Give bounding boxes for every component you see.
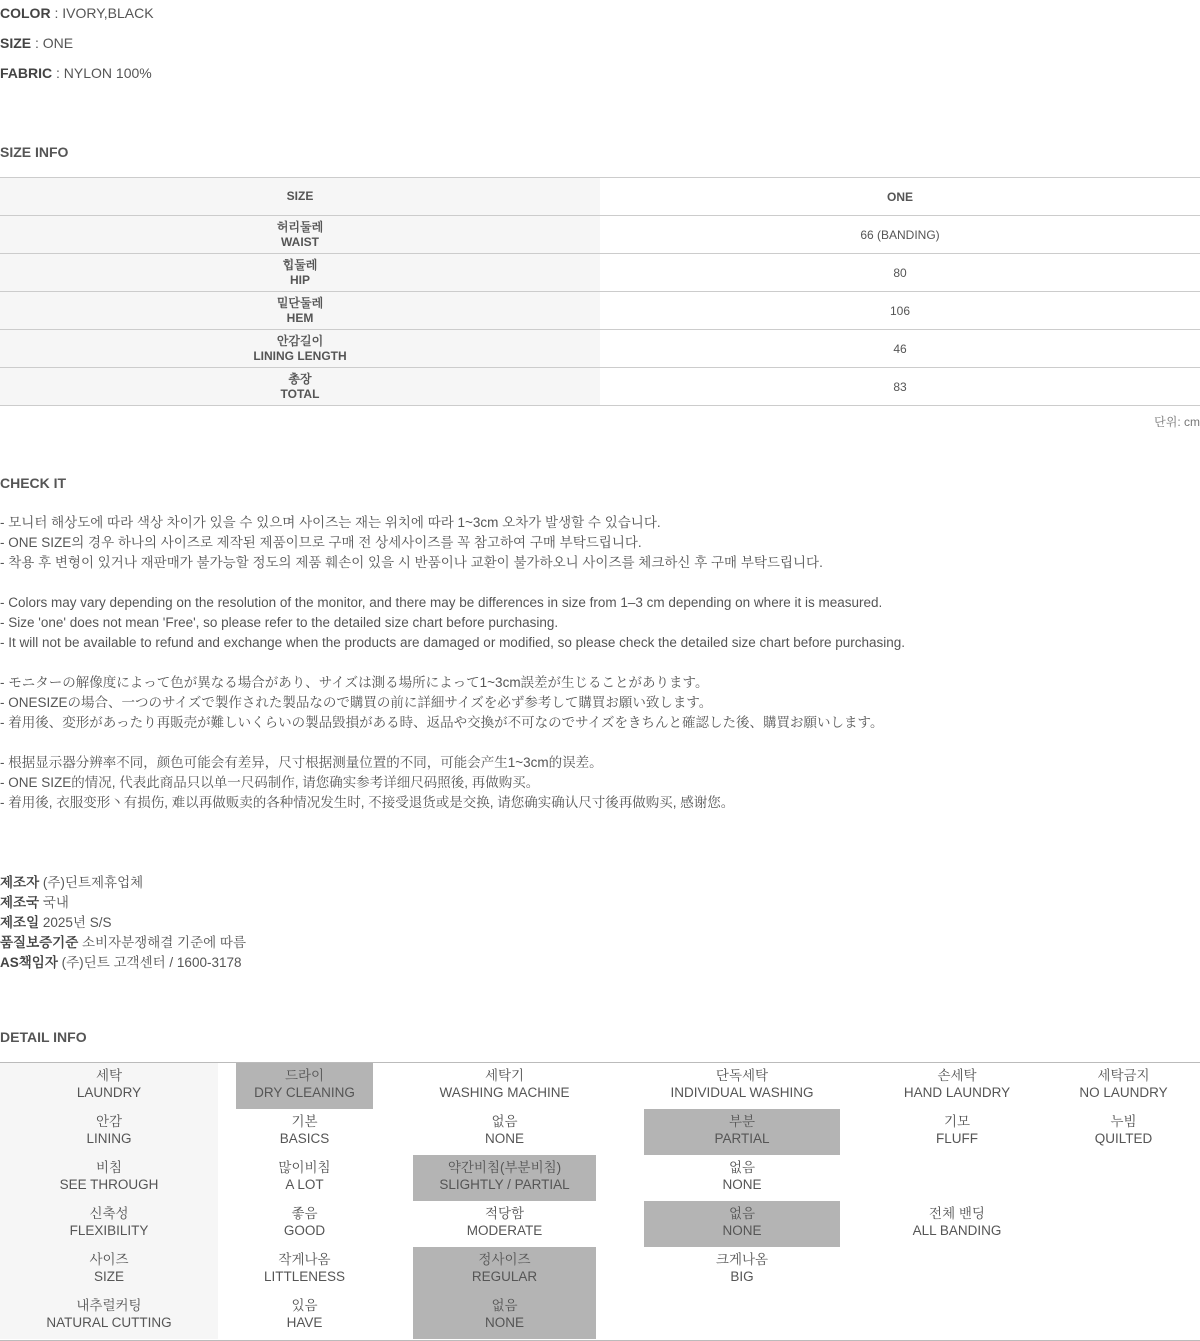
detail-cell-ko: 단독세탁 xyxy=(715,1068,769,1083)
check-line: - 着用後、変形があったり再販売が難しいくらいの製品毀損がある時、返品や交換が不可なのでサイズをきちんと確認した後、購買お願いします。 xyxy=(0,715,884,730)
detail-option-cell xyxy=(236,1247,373,1293)
check-line: - 모니터 해상도에 따라 색상 차이가 있을 수 있으며 사이즈는 재는 위치에 따라 1~3cm 오차가 발생할 수 있습니다. xyxy=(0,515,661,530)
size-row-label: 밑단둘레 HEM xyxy=(0,292,600,330)
maker-date: 제조일 2025년 S/S xyxy=(0,915,112,930)
detail-option-cell xyxy=(644,1201,840,1247)
detail-category-cell xyxy=(0,1109,218,1155)
check-line: - ONESIZEの場合、一つのサイズで製作された製品なので購買の前に詳細サイズを必ず参考して購買お願い致します。 xyxy=(0,695,713,710)
detail-cell-en: BASICS xyxy=(279,1131,330,1146)
detail-category-cell xyxy=(0,1247,218,1293)
detail-cell-ko: 드라이 xyxy=(284,1068,325,1083)
detail-cell-ko: 정사이즈 xyxy=(478,1252,531,1267)
table-row xyxy=(0,254,1200,292)
spec-list xyxy=(0,0,154,88)
detail-option-cell xyxy=(1047,1109,1200,1155)
detail-cell-en: NATURAL CUTTING xyxy=(46,1315,172,1330)
detail-category-cell xyxy=(0,1293,218,1339)
detail-option-cell xyxy=(236,1293,373,1339)
detail-cell-ko: 좋음 xyxy=(291,1206,318,1221)
detail-cell-en: GOOD xyxy=(283,1223,326,1238)
detail-option-cell xyxy=(236,1063,373,1109)
size-row-value: 46 xyxy=(600,330,1200,368)
detail-cell-ko: 내추럴커팅 xyxy=(76,1298,142,1313)
detail-cell-en: SIZE xyxy=(93,1269,124,1284)
size-row-value: 106 xyxy=(600,292,1200,330)
maker-info xyxy=(0,873,246,973)
detail-cell-ko: 신축성 xyxy=(89,1206,129,1221)
maker-as-contact: AS책임자 (주)딘트 고객센터 / 1600-3178 xyxy=(0,955,242,970)
detail-option-cell xyxy=(873,1109,1041,1155)
size-row-value: 66 (BANDING) xyxy=(600,216,1200,254)
detail-cell-en: NONE xyxy=(722,1177,762,1192)
detail-cell-ko: 손세탁 xyxy=(937,1068,977,1083)
detail-cell-en: NO LAUNDRY xyxy=(1079,1085,1168,1100)
detail-cell-en: LITTLENESS xyxy=(263,1269,346,1284)
check-line: - Size 'one' does not mean 'Free', so please refer to the detailed size chart before purchasing. xyxy=(0,615,559,630)
spec-color: COLOR : IVORY,BLACK xyxy=(0,5,154,21)
detail-option-cell xyxy=(413,1247,596,1293)
detail-option-cell xyxy=(644,1247,840,1293)
detail-option-cell xyxy=(236,1155,373,1201)
detail-cell-ko: 세탁 xyxy=(95,1068,123,1083)
detail-cell-en: DRY CLEANING xyxy=(254,1085,355,1100)
detail-cell-ko: 없음 xyxy=(728,1160,756,1175)
check-it-title: CHECK IT xyxy=(0,475,67,491)
check-it-notes xyxy=(0,513,905,813)
detail-option-cell xyxy=(413,1063,596,1109)
check-line: - モニターの解像度によって色が異なる場合があり、サイズは測る場所によって1~3cm誤差が生じることがあります。 xyxy=(0,675,709,690)
size-row-label: 총장 TOTAL xyxy=(0,368,600,406)
detail-cell-ko: 비침 xyxy=(95,1160,123,1175)
detail-cell-en: BIG xyxy=(730,1269,754,1284)
detail-cell-en: REGULAR xyxy=(471,1269,538,1284)
detail-option-cell xyxy=(413,1293,596,1339)
detail-option-cell xyxy=(644,1155,840,1201)
check-line: - ONE SIZE의 경우 하나의 사이즈로 제작된 제품이므로 구매 전 상세사이즈를 꼭 참고하여 구매 부탁드립니다. xyxy=(0,535,642,550)
detail-cell-en: QUILTED xyxy=(1094,1131,1153,1146)
size-row-value: 83 xyxy=(600,368,1200,406)
detail-cell-ko: 있음 xyxy=(291,1298,318,1313)
detail-info-title: DETAIL INFO xyxy=(0,1029,87,1045)
detail-cell-en: NONE xyxy=(722,1223,762,1238)
maker-country: 제조국 국내 xyxy=(0,895,69,910)
detail-cell-en: ALL BANDING xyxy=(912,1223,1002,1238)
check-line: - 着用後, 衣服变形丶有损伤, 难以再做贩卖的各种情况发生时, 不接受退货或是交换, 请您确实确认尺寸後再做购买, 感谢您。 xyxy=(0,795,735,810)
table-row xyxy=(0,368,1200,406)
detail-cell-ko: 안감 xyxy=(95,1114,123,1129)
detail-cell-en: LAUNDRY xyxy=(76,1085,142,1100)
detail-cell-en: SEE THROUGH xyxy=(59,1177,159,1192)
detail-cell-ko: 부분 xyxy=(728,1114,756,1129)
detail-cell-en: A LOT xyxy=(285,1177,324,1192)
detail-cell-ko: 많이비침 xyxy=(278,1160,331,1175)
detail-cell-ko: 없음 xyxy=(491,1114,518,1129)
detail-cell-en: WASHING MACHINE xyxy=(439,1085,570,1100)
detail-option-cell xyxy=(644,1109,840,1155)
detail-cell-ko: 세탁금지 xyxy=(1097,1068,1150,1083)
size-unit-note: 단위: cm xyxy=(1154,415,1200,429)
detail-option-cell xyxy=(1047,1063,1200,1109)
size-header-value: ONE xyxy=(600,178,1200,216)
size-row-label: 허리둘레 WAIST xyxy=(0,216,600,254)
check-spacer xyxy=(0,573,905,593)
check-line: - 착용 후 변형이 있거나 재판매가 불가능할 정도의 제품 훼손이 있을 시 반품이나 교환이 불가하오니 사이즈를 체크하신 후 구매 부탁드립니다. xyxy=(0,555,823,570)
detail-option-cell xyxy=(236,1201,373,1247)
check-line: - 根据显示器分辨率不同，颜色可能会有差异，尺寸根据测量位置的不同，可能会产生1~3cm的误差。 xyxy=(0,755,603,770)
size-row-label: 안감길이 LINING LENGTH xyxy=(0,330,600,368)
size-table-header xyxy=(0,178,1200,216)
table-row xyxy=(0,216,1200,254)
detail-cell-en: NONE xyxy=(484,1315,524,1330)
detail-option-cell xyxy=(644,1063,840,1109)
size-info-title: SIZE INFO xyxy=(0,144,69,160)
detail-cell-ko: 세탁기 xyxy=(484,1068,525,1083)
detail-cell-en: FLUFF xyxy=(936,1131,978,1146)
detail-cell-ko: 기모 xyxy=(943,1114,971,1129)
detail-cell-ko: 사이즈 xyxy=(89,1252,129,1267)
detail-option-cell xyxy=(873,1201,1041,1247)
detail-cell-en: HAVE xyxy=(286,1315,323,1330)
detail-category-cell xyxy=(0,1201,218,1247)
detail-cell-ko: 없음 xyxy=(728,1206,756,1221)
detail-option-cell xyxy=(873,1063,1041,1109)
check-line: - Colors may vary depending on the resolution of the monitor, and there may be differences in size from 1–3 cm depending on where it is measured. xyxy=(0,595,883,610)
spec-size: SIZE : ONE xyxy=(0,35,74,51)
detail-cell-en: SLIGHTLY / PARTIAL xyxy=(439,1177,570,1192)
detail-cell-ko: 크게나옴 xyxy=(715,1252,769,1267)
detail-cell-ko: 누빔 xyxy=(1110,1114,1137,1129)
spec-fabric: FABRIC : NYLON 100% xyxy=(0,65,152,81)
size-row-value: 80 xyxy=(600,254,1200,292)
detail-cell-en: LINING xyxy=(86,1131,132,1146)
detail-category-cell xyxy=(0,1063,218,1109)
check-line: - It will not be available to refund and exchange when the products are damaged or modified, so please check the detailed size chart before purchasing. xyxy=(0,635,906,650)
maker-manufacturer: 제조자 (주)딘트제휴업체 xyxy=(0,875,144,890)
detail-option-cell xyxy=(413,1109,596,1155)
detail-cell-en: PARTIAL xyxy=(714,1131,770,1146)
detail-cell-ko: 약간비침(부분비침) xyxy=(447,1160,562,1175)
check-spacer xyxy=(0,733,905,753)
size-row-label: 힙둘레 HIP xyxy=(0,254,600,292)
detail-category-cell xyxy=(0,1155,218,1201)
detail-table xyxy=(0,1062,1200,1341)
detail-cell-en: MODERATE xyxy=(466,1223,543,1238)
detail-cell-ko: 전체 밴딩 xyxy=(929,1206,985,1221)
detail-cell-en: HAND LAUNDRY xyxy=(903,1085,1011,1100)
detail-cell-ko: 기본 xyxy=(291,1114,318,1129)
detail-option-cell xyxy=(236,1109,373,1155)
detail-cell-en: NONE xyxy=(484,1131,524,1146)
detail-cell-ko: 적당함 xyxy=(484,1206,525,1221)
check-line: - ONE SIZE的情况, 代表此商品只以单一尺码制作, 请您确实参考详细尺码照後, 再做购买。 xyxy=(0,775,540,790)
check-spacer xyxy=(0,653,905,673)
detail-option-cell xyxy=(413,1201,596,1247)
size-header-label: SIZE xyxy=(0,178,600,216)
detail-cell-ko: 없음 xyxy=(491,1298,518,1313)
detail-cell-en: FLEXIBILITY xyxy=(69,1223,149,1238)
detail-option-cell xyxy=(413,1155,596,1201)
size-table xyxy=(0,177,1200,406)
maker-warranty: 품질보증기준 소비자분쟁해결 기준에 따름 xyxy=(0,935,246,950)
table-row xyxy=(0,330,1200,368)
detail-cell-ko: 작게나옴 xyxy=(278,1252,331,1267)
detail-cell-en: INDIVIDUAL WASHING xyxy=(670,1085,814,1100)
table-row xyxy=(0,292,1200,330)
